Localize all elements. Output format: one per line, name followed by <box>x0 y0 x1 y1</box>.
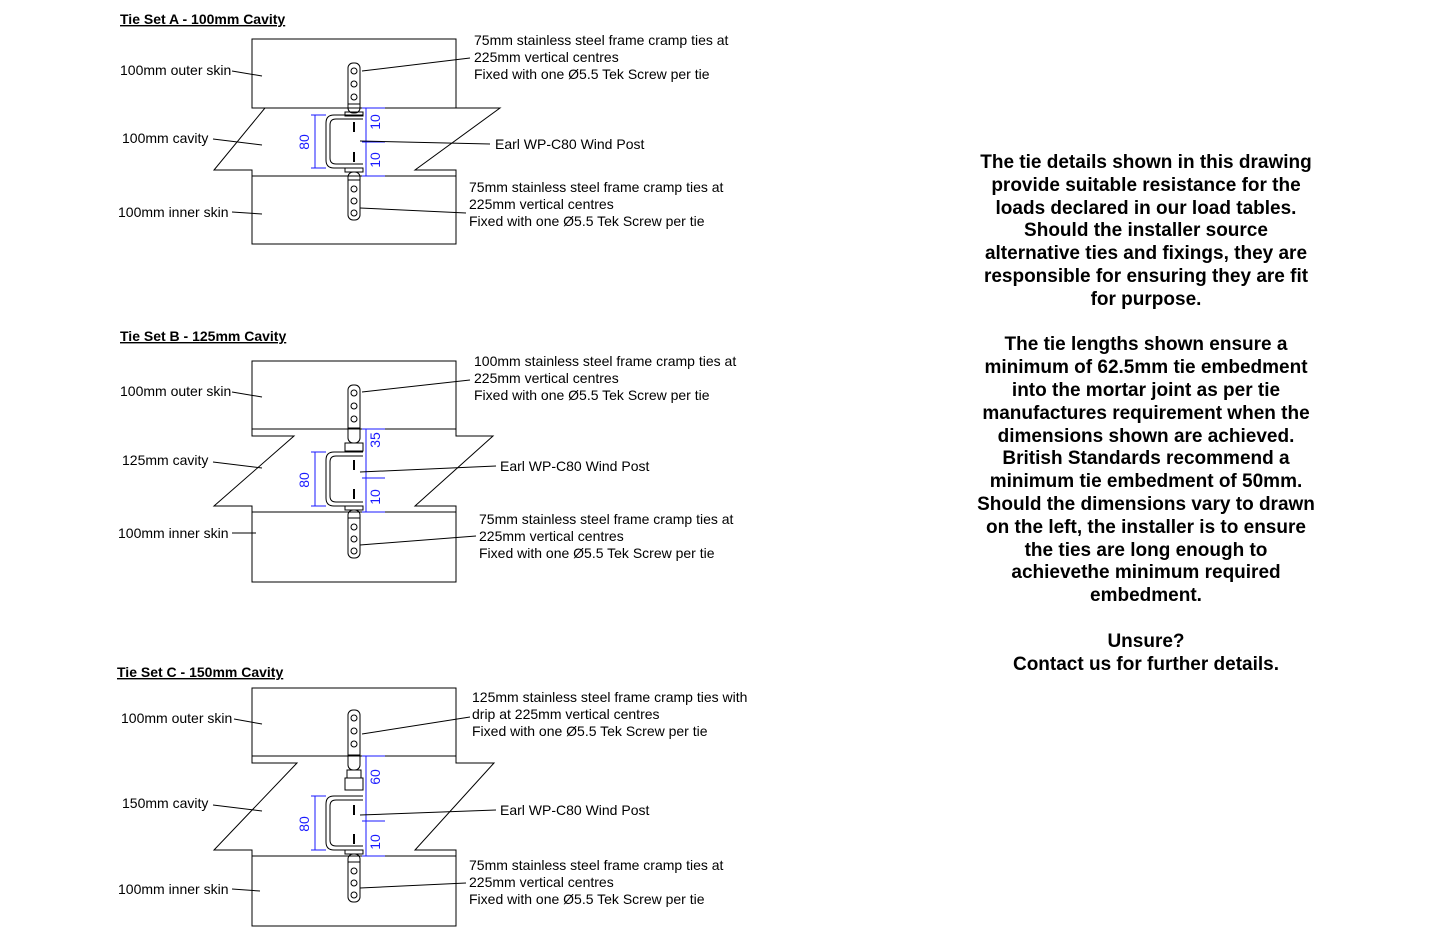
dimension-bottom-gap: 10 <box>367 152 383 168</box>
lower-tie-line-2: 225mm vertical centres <box>469 196 614 212</box>
lower-tie-line-1: 75mm stainless steel frame cramp ties at <box>469 179 724 195</box>
upper-tie-line-1: 125mm stainless steel frame cramp ties with <box>472 689 748 705</box>
lower-tie-line-3: Fixed with one Ø5.5 Tek Screw per tie <box>469 213 705 229</box>
upper-tie-line-2: 225mm vertical centres <box>474 49 619 65</box>
break-line-left <box>214 756 297 856</box>
inner-skin-label: 100mm inner skin <box>118 204 229 220</box>
break-line-right <box>415 108 500 176</box>
tie-set-a-title: Tie Set A - 100mm Cavity <box>120 11 286 27</box>
inner-skin-block <box>252 856 456 926</box>
upper-frame-cramp-tie <box>345 710 363 790</box>
upper-tie-line-2: drip at 225mm vertical centres <box>472 706 660 722</box>
wind-post-channel <box>326 796 363 850</box>
lower-frame-cramp-tie <box>345 850 363 902</box>
dimension-post-depth: 80 <box>296 134 312 150</box>
tie-set-b <box>118 328 736 582</box>
wind-post-channel <box>326 452 363 506</box>
outer-skin-label: 100mm outer skin <box>120 383 232 399</box>
dimension-top-gap: 10 <box>367 114 383 130</box>
outer-skin-label: 100mm outer skin <box>120 62 232 78</box>
dimension-bottom-gap: 10 <box>367 489 383 505</box>
lower-frame-cramp-tie <box>345 506 363 558</box>
upper-frame-cramp-tie <box>345 385 363 451</box>
break-line-left <box>214 429 294 512</box>
tie-set-c-title: Tie Set C - 150mm Cavity <box>117 664 284 680</box>
wind-post-label: Earl WP-C80 Wind Post <box>495 136 645 152</box>
installer-guidance-note <box>960 152 1332 676</box>
dimension-bottom-gap: 10 <box>367 834 383 850</box>
note-paragraph-contact: Unsure? Contact us for further details. <box>1012 630 1280 675</box>
cavity-label: 150mm cavity <box>122 795 209 811</box>
dimension-top-gap: 60 <box>367 769 383 785</box>
inner-skin-label: 100mm inner skin <box>118 525 229 541</box>
upper-tie-line-1: 100mm stainless steel frame cramp ties at <box>474 353 737 369</box>
upper-tie-line-1: 75mm stainless steel frame cramp ties at <box>474 32 729 48</box>
outer-skin-label: 100mm outer skin <box>121 710 233 726</box>
lower-tie-line-1: 75mm stainless steel frame cramp ties at <box>469 857 724 873</box>
lower-tie-line-3: Fixed with one Ø5.5 Tek Screw per tie <box>479 545 715 561</box>
note-paragraph-suitability: The tie details shown in this drawing provide suitable resistance for the loads declared in our load tables. Should the installer source alternative ties and fixings, they are responsible for ensuring they are fit for purpose. <box>980 152 1312 310</box>
upper-tie-line-3: Fixed with one Ø5.5 Tek Screw per tie <box>474 66 710 82</box>
note-paragraph-embedment: The tie lengths shown ensure a minimum of 62.5mm tie embedment into the mortar joint as per tie manufactures requirement when the dimensions shown are achieved. British Standards recommend a minimum tie embedment of 50mm. Should the dimensions vary to drawn on the left, the installer is to ensure the ties are long enough to achievethe minimum required embedment. <box>977 334 1315 607</box>
lower-tie-line-3: Fixed with one Ø5.5 Tek Screw per tie <box>469 891 705 907</box>
upper-tie-line-3: Fixed with one Ø5.5 Tek Screw per tie <box>472 723 708 739</box>
inner-skin-block <box>252 512 456 582</box>
dimension-post-depth: 80 <box>296 816 312 832</box>
tie-set-b-title: Tie Set B - 125mm Cavity <box>120 328 287 344</box>
lower-tie-line-2: 225mm vertical centres <box>469 874 614 890</box>
cavity-label: 100mm cavity <box>122 130 209 146</box>
lower-tie-line-2: 225mm vertical centres <box>479 528 624 544</box>
tie-set-a <box>118 11 729 244</box>
wind-post-label: Earl WP-C80 Wind Post <box>500 458 650 474</box>
outer-skin-block <box>252 688 456 756</box>
break-line-right <box>415 756 494 856</box>
wind-post-label: Earl WP-C80 Wind Post <box>500 802 650 818</box>
outer-skin-block <box>252 361 456 429</box>
tie-set-c <box>117 664 747 926</box>
upper-tie-line-2: 225mm vertical centres <box>474 370 619 386</box>
upper-tie-line-3: Fixed with one Ø5.5 Tek Screw per tie <box>474 387 710 403</box>
cavity-label: 125mm cavity <box>122 452 209 468</box>
lower-tie-line-1: 75mm stainless steel frame cramp ties at <box>479 511 734 527</box>
inner-skin-label: 100mm inner skin <box>118 881 229 897</box>
dimension-top-gap: 35 <box>367 432 383 448</box>
break-line-right <box>415 429 493 512</box>
wind-post-channel <box>326 115 363 168</box>
dimension-post-depth: 80 <box>296 472 312 488</box>
